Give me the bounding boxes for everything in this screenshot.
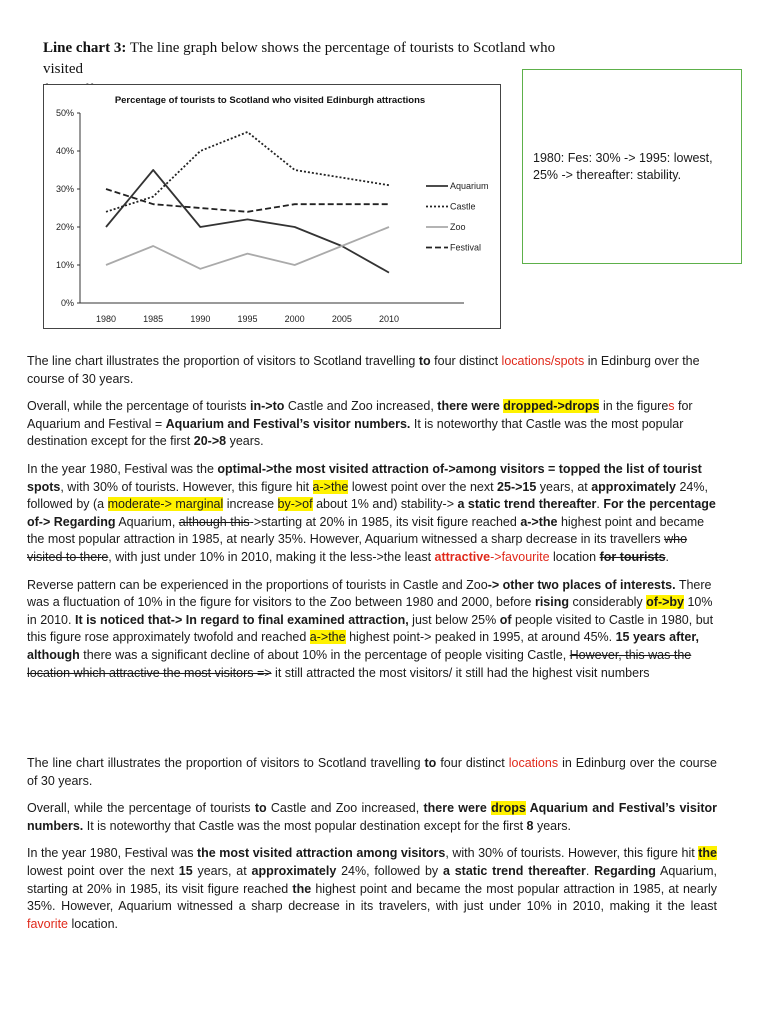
draft-paragraph-4: Reverse pattern can be experienced in the proportions of tourists in Castle and Zoo-> other two places of interests. There was a fluctuation of 10% in the figure for visitors to the Zoo between 1980 and 2000, before rising considerably of->by 10% in 2010. It is noticed that-> In regard to final examined attraction, just below 25% of people visited to Castle in 1980, but this figure rose approximately twofold and reached a->the highest point-> peaked in 1995, at around 45%. 15 years after, although there was a significant decline of about 10% in the percentage of people visiting Castle, However, this was the location which attractive the most visitors => it still attracted the most visitors/ it still had the highest visit numbers bbox=[27, 577, 714, 680]
x-tick-label: 1995 bbox=[237, 314, 258, 324]
final-paragraph-1: The line chart illustrates the proportion of visitors to Scotland travelling to four distinct locations in Edinburg over the course of 30 years. bbox=[27, 756, 717, 788]
final-paragraph-2: Overall, while the percentage of tourists to Castle and Zoo increased, there were drops Aquarium and Festival’s visitor numbers. It is noteworthy that Castle was the most popular destination except for the first 8 years. bbox=[27, 801, 717, 833]
y-tick-label: 30% bbox=[55, 184, 74, 194]
final-paragraph-3: In the year 1980, Festival was the most visited attraction among visitors, with 30% of tourists. However, this figure hit the lowest point over the next 15 years, at approximately 24%, followed by a static trend thereafter. Regarding Aquarium, starting at 20% in 1985, its visit figure reached the highest point and became the most popular attraction in 1985, at nearly 35%. However, Aquarium witnessed a sharp decrease in its travelers, with just under 10% in 2010, making it the least favorite location. bbox=[27, 846, 718, 931]
x-tick-label: 1990 bbox=[190, 314, 211, 324]
x-tick-label: 1985 bbox=[143, 314, 164, 324]
chart-title: Percentage of tourists to Scotland who visited Edinburgh attractions bbox=[114, 95, 426, 106]
x-tick-label: 2010 bbox=[378, 314, 400, 324]
line-chart bbox=[43, 84, 501, 329]
side-note-text: 1980: Fes: 30% -> 1995: lowest, 25% -> thereafter: stability. bbox=[533, 151, 713, 182]
y-tick-label: 50% bbox=[55, 108, 74, 118]
series-line-festival bbox=[106, 189, 389, 212]
draft-paragraph-1: The line chart illustrates the proportion of visitors to Scotland travelling to four distinct locations/spots in Edinburg over the course of 30 years. bbox=[27, 354, 700, 386]
draft-paragraph-3: In the year 1980, Festival was the optimal->the most visited attraction of->among visitors = topped the list of tourist spots, with 30% of tourists. However, this figure hit a->the lowest point over the next 25->15 years, at approximately 24%, followed by (a moderate-> marginal increase by->of about 1% and) stability-> a static trend thereafter. For the percentage of-> Regarding Aquarium, although this->starting at 20% in 1985, its visit figure reached a->the highest point and became the most popular attraction in 1985, at nearly 35%. However, Aquarium witnessed a sharp decrease in its travellers who visited to there, with just under 10% in 2010, making it the less->the least attractive->favourite location for tourists. bbox=[27, 461, 716, 564]
draft-paragraph-2: Overall, while the percentage of tourists in->to Castle and Zoo increased, there were dropped->drops in the figures for Aquarium and Festival = Aquarium and Festival’s visitor numbers. It is noteworthy that Castle was the most popular destination except for the first 20->8 years. bbox=[27, 399, 693, 449]
legend-label-aquarium: Aquarium bbox=[450, 181, 489, 191]
y-tick-label: 10% bbox=[55, 260, 74, 270]
side-note bbox=[522, 69, 742, 264]
legend-label-festival: Festival bbox=[450, 242, 482, 253]
heading-text-line1: The line graph below shows the percentage of tourists to Scotland who visited bbox=[43, 40, 556, 77]
x-tick-label: 2000 bbox=[284, 314, 305, 324]
series-line-castle bbox=[106, 132, 389, 212]
legend-label-castle: Castle bbox=[450, 201, 476, 212]
y-tick-label: 40% bbox=[55, 146, 74, 156]
legend-label-zoo: Zoo bbox=[450, 222, 466, 232]
y-tick-label: 20% bbox=[55, 222, 74, 232]
x-tick-label: 2005 bbox=[331, 314, 352, 324]
final-essay bbox=[27, 755, 717, 943]
series-line-aquarium bbox=[106, 170, 389, 273]
draft-essay bbox=[27, 353, 717, 692]
line-chart-svg bbox=[44, 85, 502, 330]
y-tick-label: 0% bbox=[60, 298, 74, 308]
x-tick-label: 1980 bbox=[95, 314, 117, 324]
heading-label: Line chart 3: bbox=[43, 40, 127, 56]
